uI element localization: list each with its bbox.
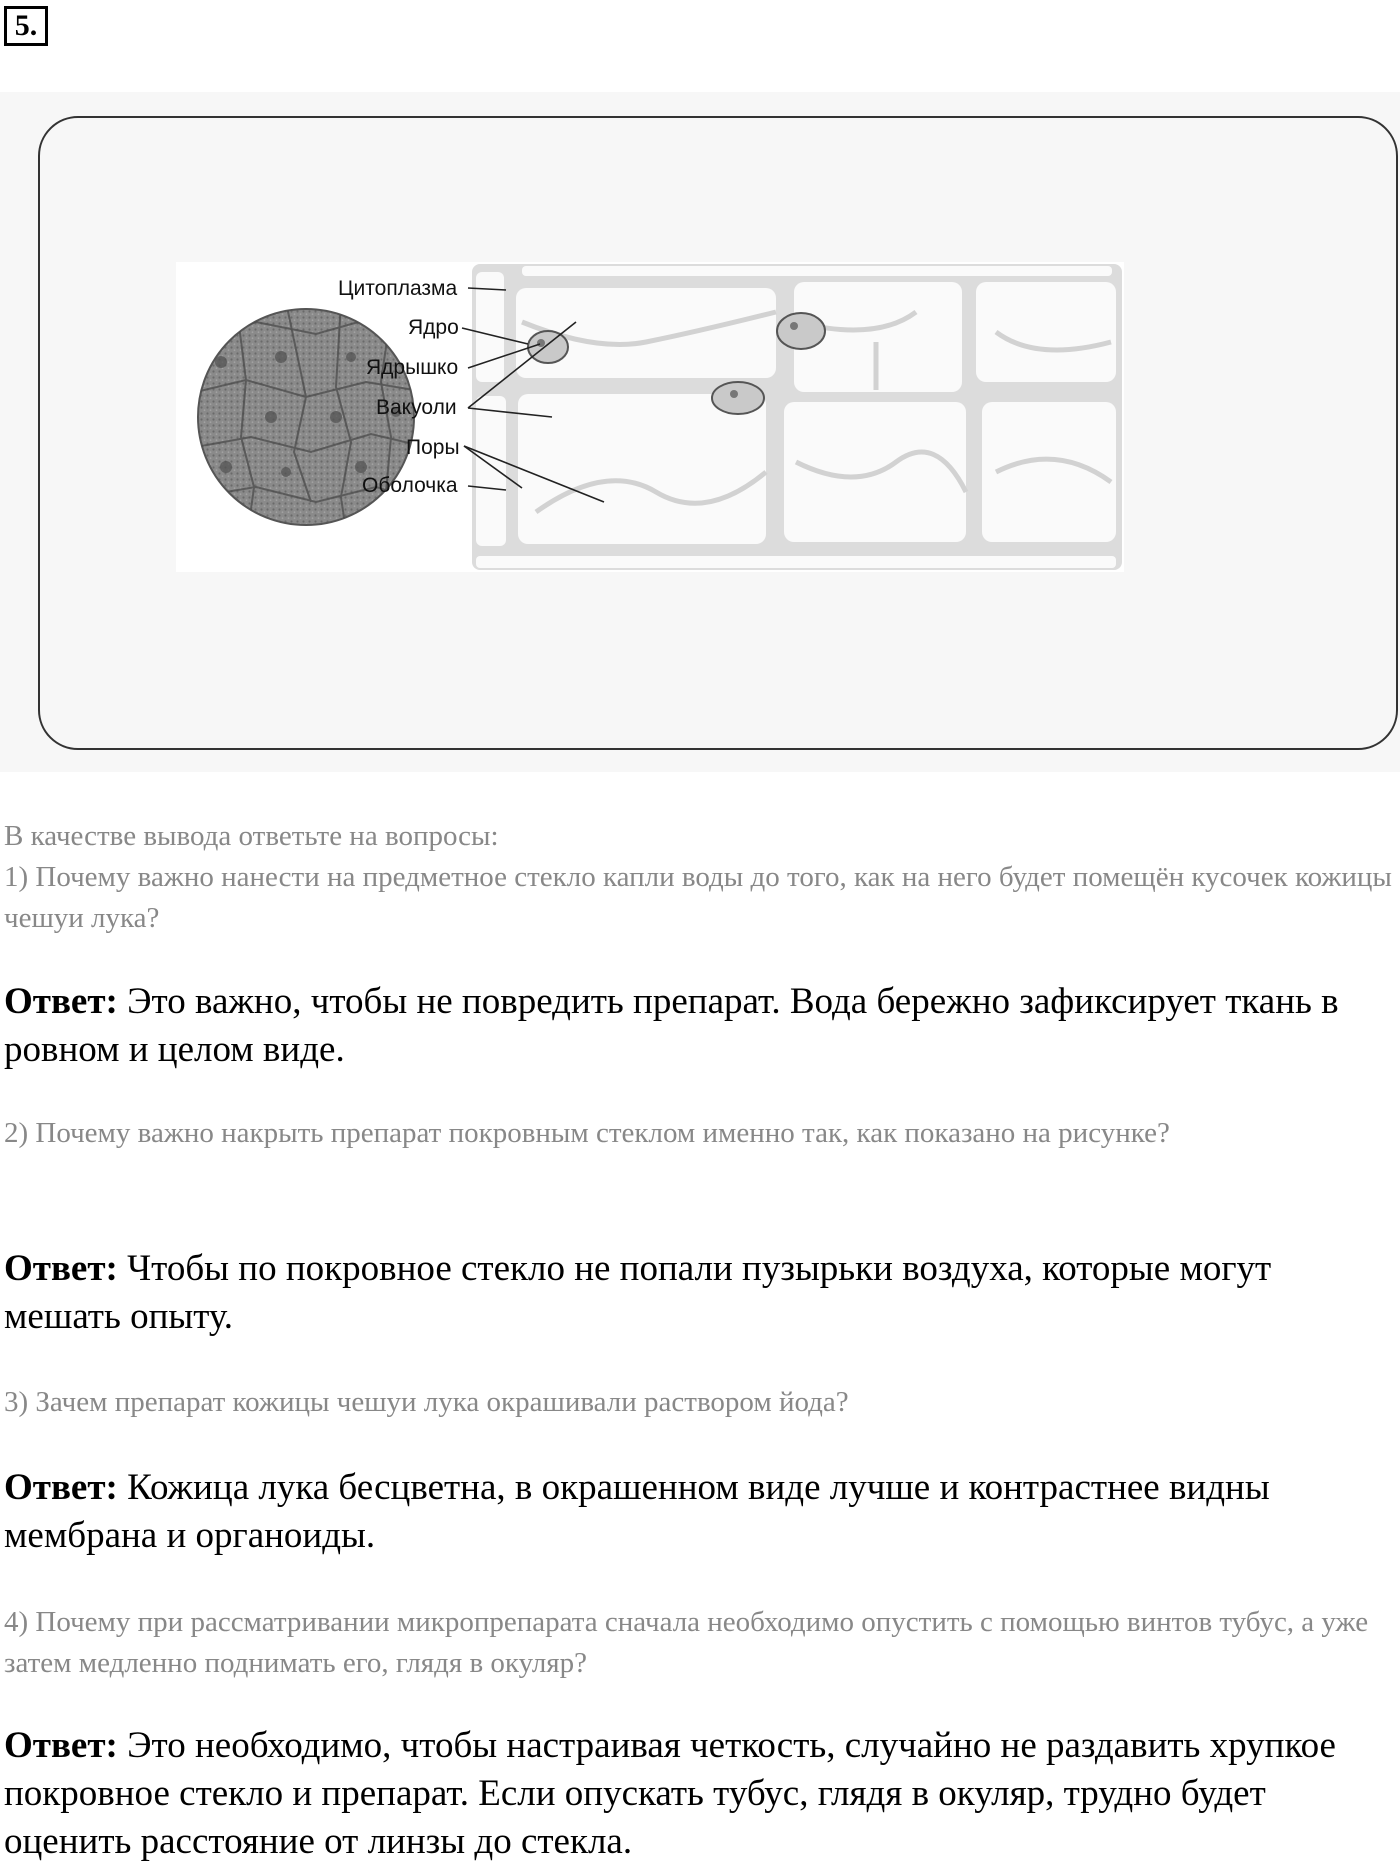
answer-2: [4, 1245, 1396, 1341]
answer-text: Чтобы по покровное стекло не попали пузырьки воздуха, которые могут мешать опыту.: [4, 1248, 1272, 1337]
label-cytoplasm: Цитоплазма: [338, 277, 458, 300]
cell-layers: [472, 264, 1122, 570]
answer-1: [4, 978, 1396, 1074]
answer-text: Это необходимо, чтобы настраивая четкость, случайно не раздавить хрупкое покровное стекло и препарат. Если опускать тубус, глядя в окуляр, трудно будет оценить расстояние от линзы до стекла.: [4, 1725, 1336, 1862]
label-vacuoles: Вакуоли: [376, 396, 457, 419]
answer-label: Ответ:: [4, 1725, 118, 1766]
label-membrane: Оболочка: [362, 474, 458, 497]
question-4: 4) Почему при рассматривании микропрепарата сначала необходимо опустить с помощью винтов тубус, а уже затем медленно поднимать его, глядя в окуляр?: [4, 1606, 1369, 1679]
question-2: 2) Почему важно накрыть препарат покровным стеклом именно так, как показано на рисунке?: [4, 1117, 1170, 1149]
answer-text: Кожица лука бесцветна, в окрашенном виде лучше и контрастнее видны мембрана и органоиды.: [4, 1467, 1270, 1556]
question-3: 3) Зачем препарат кожицы чешуи лука окрашивали раствором йода?: [4, 1386, 849, 1418]
question-1: 1) Почему важно нанести на предметное стекло капли воды до того, как на него будет помещён кусочек кожицы чешуи лука?: [4, 861, 1392, 934]
label-nucleolus: Ядрышко: [366, 356, 459, 379]
intro-text: В качестве вывода ответьте на вопросы:: [4, 820, 499, 852]
answer-4: [4, 1722, 1396, 1866]
label-nucleus: Ядро: [408, 316, 459, 339]
answer-text: Это важно, чтобы не повредить препарат. Вода бережно зафиксирует ткань в ровном и целом виде.: [4, 981, 1339, 1070]
answer-3: [4, 1464, 1396, 1560]
label-pores: Поры: [406, 436, 460, 459]
answer-label: Ответ:: [4, 1248, 118, 1289]
answer-label: Ответ:: [4, 981, 118, 1022]
onion-cell-diagram: [176, 262, 1124, 572]
task-number: 5.: [4, 6, 48, 46]
answer-label: Ответ:: [4, 1467, 118, 1508]
